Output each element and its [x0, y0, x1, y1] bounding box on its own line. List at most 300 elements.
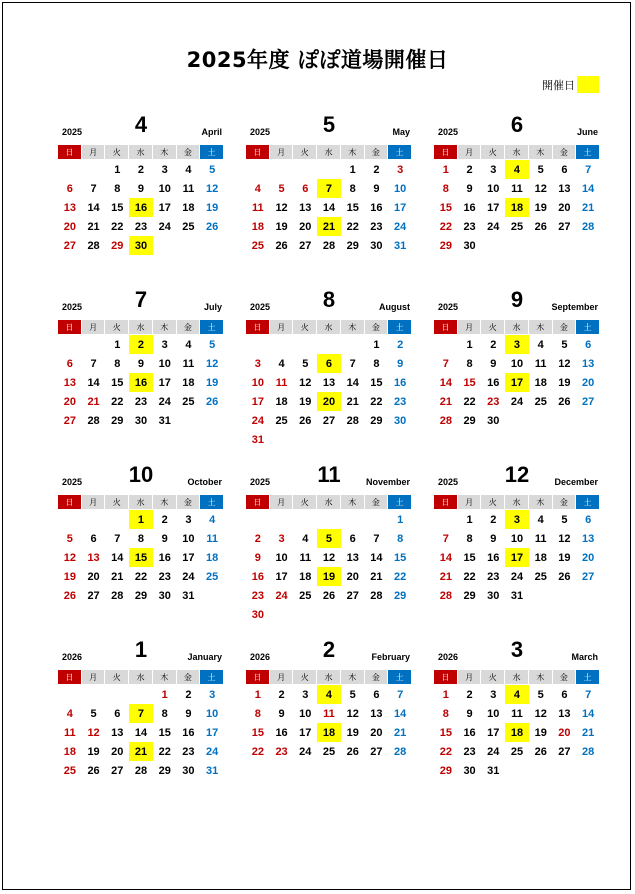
- day-cell: 8: [137, 532, 145, 545]
- day-cell: 2: [137, 163, 145, 176]
- day-cell: 8: [114, 357, 121, 370]
- weekday-label: 水: [129, 670, 152, 684]
- day-cell: 12: [87, 726, 100, 739]
- open-day-cell: 16: [129, 373, 153, 392]
- weekday-header: [246, 145, 412, 159]
- day-cell: 23: [487, 395, 500, 408]
- day-cell: 26: [206, 395, 219, 408]
- weekday-label: 木: [529, 495, 552, 509]
- day-cell: 23: [134, 220, 148, 233]
- day-cell: 24: [487, 220, 500, 233]
- day-cell: 15: [370, 376, 383, 389]
- day-grid: [58, 510, 224, 605]
- day-cell: 7: [349, 357, 356, 370]
- day-cell: 12: [206, 357, 219, 370]
- month-header: [434, 462, 600, 495]
- weekday-label: 火: [293, 495, 316, 509]
- weekday-header: [246, 320, 412, 334]
- day-cell: 1: [442, 688, 449, 701]
- day-cell: 7: [442, 357, 449, 370]
- month-year: 2026: [62, 652, 83, 662]
- day-cell: 16: [251, 570, 264, 583]
- day-grid: [58, 685, 224, 780]
- day-cell: 1: [442, 163, 449, 176]
- day-cell: 8: [254, 707, 261, 720]
- day-cell: 25: [510, 745, 524, 758]
- day-grid: [434, 510, 600, 605]
- empty-cell: [82, 510, 106, 529]
- month-name: April: [201, 127, 222, 137]
- day-cell: 11: [323, 707, 335, 720]
- day-cell: 17: [206, 726, 219, 739]
- day-cell: 7: [90, 182, 97, 195]
- day-cell: 24: [394, 220, 407, 233]
- day-cell: 31: [487, 764, 500, 777]
- month-june: [434, 112, 600, 255]
- day-cell: 24: [510, 570, 524, 583]
- month-header: [58, 637, 224, 670]
- day-cell: 20: [370, 726, 383, 739]
- open-day-cell: 20: [317, 392, 341, 411]
- day-cell: 9: [278, 707, 285, 720]
- day-cell: 4: [537, 338, 544, 351]
- month-november: [246, 462, 412, 624]
- weekday-label: 月: [82, 495, 105, 509]
- month-year: 2025: [250, 302, 271, 312]
- weekday-label: 金: [365, 320, 388, 334]
- day-cell: 25: [182, 220, 195, 233]
- day-cell: 30: [134, 414, 148, 427]
- day-cell: 14: [346, 376, 359, 389]
- empty-cell: [270, 160, 294, 179]
- day-cell: 7: [373, 532, 380, 545]
- day-cell: 5: [561, 338, 568, 351]
- day-cell: 26: [346, 745, 359, 758]
- day-cell: 13: [370, 707, 383, 720]
- open-day-cell: 18: [317, 723, 341, 742]
- day-cell: 14: [322, 201, 336, 214]
- empty-cell: [58, 160, 82, 179]
- weekday-label: 水: [317, 670, 340, 684]
- day-cell: 22: [370, 395, 383, 408]
- day-cell: 30: [463, 764, 476, 777]
- day-cell: 25: [322, 745, 336, 758]
- day-cell: 19: [299, 395, 312, 408]
- day-cell: 11: [206, 532, 218, 545]
- day-cell: 13: [322, 376, 336, 389]
- page-title: 2025年度 ぽぽ道場開催日: [186, 48, 449, 72]
- day-cell: 13: [87, 551, 100, 564]
- month-header: [58, 287, 224, 320]
- month-year: 2025: [438, 302, 459, 312]
- month-name: December: [554, 477, 598, 487]
- weekday-label: 木: [153, 145, 176, 159]
- day-cell: 20: [299, 220, 312, 233]
- empty-cell: [270, 335, 294, 354]
- day-cell: 16: [394, 376, 407, 389]
- day-cell: 27: [63, 414, 76, 427]
- day-cell: 6: [302, 182, 309, 195]
- day-cell: 26: [534, 745, 547, 758]
- day-cell: 17: [487, 726, 500, 739]
- day-cell: 21: [439, 395, 452, 408]
- day-cell: 4: [302, 532, 309, 545]
- open-day-cell: 7: [129, 704, 153, 723]
- day-cell: 26: [322, 589, 336, 602]
- weekday-header: [434, 320, 600, 334]
- weekday-label: 木: [153, 495, 176, 509]
- weekday-label: 水: [129, 320, 152, 334]
- day-cell: 6: [561, 688, 568, 701]
- open-day-cell: 17: [505, 548, 529, 567]
- month-number: 5: [322, 112, 336, 137]
- day-cell: 14: [370, 551, 383, 564]
- open-day-cell: 4: [317, 685, 341, 704]
- day-cell: 20: [111, 745, 124, 758]
- weekday-label: 火: [105, 320, 128, 334]
- day-cell: 2: [490, 513, 497, 526]
- day-cell: 21: [370, 570, 383, 583]
- day-cell: 23: [463, 220, 476, 233]
- day-cell: 25: [299, 589, 312, 602]
- day-cell: 30: [182, 764, 195, 777]
- weekday-label: 火: [293, 145, 316, 159]
- day-cell: 14: [439, 551, 452, 564]
- day-cell: 22: [439, 745, 452, 758]
- day-cell: 15: [439, 201, 452, 214]
- day-cell: 4: [209, 513, 216, 526]
- day-cell: 11: [64, 726, 76, 739]
- day-cell: 2: [161, 513, 168, 526]
- day-cell: 3: [490, 163, 497, 176]
- day-cell: 19: [63, 570, 76, 583]
- day-cell: 3: [397, 163, 404, 176]
- empty-cell: [58, 685, 82, 704]
- weekday-label: 土: [388, 145, 411, 159]
- empty-cell: [246, 335, 270, 354]
- day-cell: 17: [275, 570, 288, 583]
- day-cell: 10: [182, 532, 195, 545]
- month-year: 2025: [250, 127, 271, 137]
- weekday-label: 月: [82, 145, 105, 159]
- day-cell: 5: [209, 338, 216, 351]
- day-cell: 13: [63, 201, 76, 214]
- empty-cell: [82, 685, 106, 704]
- month-september: [434, 287, 600, 430]
- day-cell: 29: [158, 764, 171, 777]
- day-cell: 20: [87, 570, 100, 583]
- day-cell: 23: [487, 570, 500, 583]
- day-cell: 27: [558, 745, 571, 758]
- empty-cell: [105, 510, 129, 529]
- day-cell: 19: [558, 376, 571, 389]
- day-cell: 22: [251, 745, 264, 758]
- day-cell: 8: [114, 182, 121, 195]
- day-cell: 26: [558, 570, 571, 583]
- month-number: 9: [510, 287, 524, 312]
- day-cell: 28: [582, 745, 595, 758]
- day-grid: [246, 160, 412, 255]
- day-cell: 15: [439, 726, 452, 739]
- day-cell: 23: [251, 589, 264, 602]
- day-cell: 24: [158, 220, 171, 233]
- weekday-label: 火: [293, 320, 316, 334]
- day-cell: 6: [66, 182, 73, 195]
- weekday-header: [434, 145, 600, 159]
- day-cell: 17: [487, 201, 500, 214]
- month-year: 2025: [250, 477, 271, 487]
- month-header: [246, 287, 412, 320]
- day-cell: 19: [534, 201, 547, 214]
- day-cell: 3: [161, 338, 168, 351]
- month-number: 4: [134, 112, 148, 137]
- month-year: 2025: [438, 477, 459, 487]
- day-cell: 9: [254, 551, 261, 564]
- day-cell: 8: [373, 357, 380, 370]
- day-cell: 2: [254, 532, 261, 545]
- empty-cell: [434, 335, 458, 354]
- day-cell: 3: [161, 163, 168, 176]
- month-name: July: [203, 302, 222, 312]
- day-cell: 13: [346, 551, 359, 564]
- day-cell: 27: [322, 414, 336, 427]
- day-cell: 4: [66, 707, 73, 720]
- empty-cell: [82, 160, 106, 179]
- day-cell: 2: [373, 163, 380, 176]
- day-cell: 17: [182, 551, 195, 564]
- day-cell: 26: [87, 764, 100, 777]
- day-cell: 18: [275, 395, 288, 408]
- weekday-header: [58, 670, 224, 684]
- weekday-label: 土: [388, 495, 411, 509]
- weekday-label: 水: [505, 670, 528, 684]
- day-cell: 28: [394, 745, 407, 758]
- day-cell: 12: [322, 551, 336, 564]
- empty-cell: [58, 335, 82, 354]
- weekday-header: [246, 670, 412, 684]
- day-cell: 13: [299, 201, 312, 214]
- weekday-label: 金: [553, 320, 576, 334]
- weekday-label: 土: [200, 145, 223, 159]
- day-cell: 11: [252, 201, 264, 214]
- day-cell: 5: [561, 513, 568, 526]
- day-cell: 6: [585, 513, 592, 526]
- day-cell: 25: [182, 395, 195, 408]
- month-august: [246, 287, 412, 449]
- day-cell: 29: [463, 414, 476, 427]
- day-cell: 24: [487, 745, 500, 758]
- weekday-label: 日: [246, 320, 269, 334]
- day-cell: 28: [87, 414, 100, 427]
- day-cell: 16: [463, 201, 476, 214]
- open-day-cell: 30: [129, 236, 153, 255]
- day-cell: 15: [158, 726, 171, 739]
- weekday-label: 火: [481, 495, 504, 509]
- day-cell: 17: [394, 201, 407, 214]
- day-cell: 18: [299, 570, 312, 583]
- day-cell: 28: [87, 239, 100, 252]
- weekday-label: 火: [105, 670, 128, 684]
- day-cell: 6: [373, 688, 380, 701]
- day-cell: 15: [463, 551, 476, 564]
- open-day-cell: 19: [317, 567, 341, 586]
- empty-cell: [317, 510, 341, 529]
- open-day-cell: 3: [505, 510, 529, 529]
- weekday-label: 金: [553, 670, 576, 684]
- day-cell: 12: [558, 357, 571, 370]
- day-cell: 9: [466, 707, 473, 720]
- day-cell: 28: [370, 589, 383, 602]
- day-cell: 24: [510, 395, 524, 408]
- day-cell: 3: [302, 688, 309, 701]
- day-cell: 22: [463, 570, 476, 583]
- day-cell: 15: [111, 201, 124, 214]
- day-cell: 2: [466, 688, 473, 701]
- weekday-label: 月: [458, 670, 481, 684]
- weekday-label: 火: [481, 145, 504, 159]
- day-cell: 13: [558, 182, 571, 195]
- weekday-label: 金: [553, 145, 576, 159]
- day-cell: 12: [534, 707, 547, 720]
- open-day-cell: 6: [317, 354, 341, 373]
- day-cell: 16: [182, 726, 195, 739]
- empty-cell: [105, 685, 129, 704]
- day-cell: 6: [90, 532, 97, 545]
- day-cell: 22: [134, 570, 148, 583]
- legend: [542, 76, 599, 93]
- day-cell: 26: [534, 220, 547, 233]
- day-cell: 4: [254, 182, 261, 195]
- weekday-label: 土: [576, 320, 599, 334]
- day-cell: 25: [63, 764, 76, 777]
- month-october: [58, 462, 224, 605]
- day-cell: 12: [299, 376, 312, 389]
- day-cell: 15: [251, 726, 264, 739]
- weekday-label: 水: [317, 320, 340, 334]
- day-cell: 29: [111, 239, 124, 252]
- month-march: [434, 637, 600, 780]
- open-day-cell: 1: [129, 510, 153, 529]
- weekday-label: 木: [341, 145, 364, 159]
- day-cell: 19: [275, 220, 288, 233]
- month-year: 2025: [62, 477, 83, 487]
- empty-cell: [270, 510, 294, 529]
- day-cell: 20: [63, 220, 76, 233]
- empty-cell: [246, 510, 270, 529]
- weekday-label: 土: [200, 495, 223, 509]
- day-cell: 14: [134, 726, 148, 739]
- day-cell: 26: [206, 220, 219, 233]
- weekday-label: 日: [246, 495, 269, 509]
- empty-cell: [434, 510, 458, 529]
- weekday-label: 金: [365, 145, 388, 159]
- month-header: [434, 287, 600, 320]
- month-name: June: [576, 127, 598, 137]
- day-cell: 11: [275, 376, 288, 389]
- day-cell: 15: [394, 551, 407, 564]
- open-day-cell: 2: [129, 335, 153, 354]
- weekday-label: 月: [458, 495, 481, 509]
- day-cell: 12: [558, 532, 571, 545]
- day-cell: 25: [534, 395, 547, 408]
- day-cell: 21: [87, 220, 100, 233]
- day-cell: 3: [278, 532, 285, 545]
- day-cell: 8: [466, 357, 473, 370]
- month-name: January: [187, 652, 222, 662]
- weekday-label: 金: [177, 495, 200, 509]
- day-cell: 25: [534, 570, 547, 583]
- day-cell: 10: [251, 376, 264, 389]
- weekday-label: 日: [434, 495, 457, 509]
- month-number: 10: [128, 462, 154, 487]
- day-cell: 10: [394, 182, 407, 195]
- month-header: [434, 112, 600, 145]
- weekday-label: 月: [270, 495, 293, 509]
- day-cell: 7: [585, 163, 592, 176]
- weekday-label: 木: [341, 495, 364, 509]
- month-number: 6: [510, 112, 524, 137]
- weekday-label: 月: [458, 320, 481, 334]
- day-cell: 5: [66, 532, 73, 545]
- day-cell: 24: [275, 589, 288, 602]
- empty-cell: [246, 160, 270, 179]
- weekday-label: 木: [529, 145, 552, 159]
- open-day-cell: 4: [505, 160, 529, 179]
- weekday-label: 月: [270, 145, 293, 159]
- day-cell: 30: [487, 414, 500, 427]
- month-header: [246, 462, 412, 495]
- day-cell: 5: [349, 688, 356, 701]
- day-cell: 14: [87, 376, 100, 389]
- open-day-cell: 16: [129, 198, 153, 217]
- day-cell: 20: [346, 570, 359, 583]
- day-cell: 30: [370, 239, 383, 252]
- weekday-label: 日: [434, 670, 457, 684]
- day-cell: 14: [582, 707, 595, 720]
- month-header: [434, 637, 600, 670]
- day-cell: 31: [510, 589, 524, 602]
- day-cell: 27: [582, 395, 595, 408]
- weekday-label: 土: [200, 320, 223, 334]
- day-cell: 10: [510, 532, 524, 545]
- empty-cell: [341, 510, 365, 529]
- day-cell: 3: [254, 357, 261, 370]
- day-cell: 31: [206, 764, 219, 777]
- day-cell: 11: [511, 182, 523, 195]
- day-grid: [246, 510, 412, 624]
- day-cell: 16: [275, 726, 288, 739]
- day-cell: 25: [275, 414, 288, 427]
- day-cell: 1: [254, 688, 261, 701]
- day-cell: 12: [63, 551, 76, 564]
- weekday-label: 水: [317, 145, 340, 159]
- day-cell: 22: [463, 395, 476, 408]
- weekday-label: 日: [58, 495, 81, 509]
- empty-cell: [82, 335, 106, 354]
- month-name: November: [365, 477, 410, 487]
- day-cell: 9: [490, 357, 497, 370]
- day-cell: 21: [582, 201, 595, 214]
- day-cell: 10: [299, 707, 312, 720]
- day-cell: 10: [487, 182, 500, 195]
- day-cell: 27: [558, 220, 571, 233]
- weekday-header: [58, 145, 224, 159]
- weekday-label: 金: [177, 320, 200, 334]
- month-year: 2026: [438, 652, 459, 662]
- weekday-label: 水: [505, 320, 528, 334]
- day-cell: 1: [466, 513, 473, 526]
- day-cell: 23: [158, 570, 171, 583]
